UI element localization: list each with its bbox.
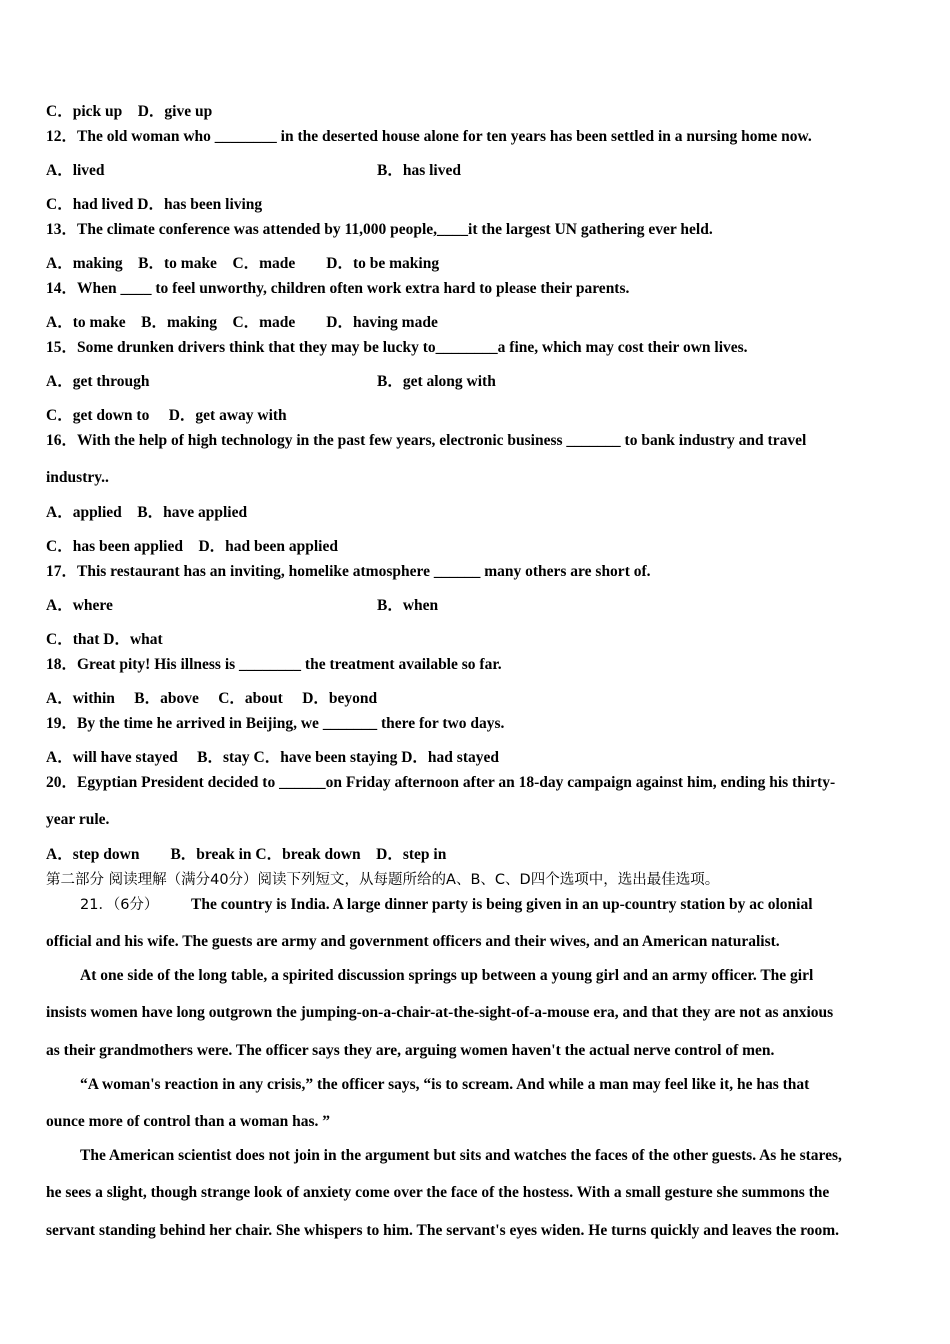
q15-option-b: B．get along with xyxy=(377,373,496,390)
passage-p4-line-1: The American scientist does not join in the argument but sits and watches the faces of the other guests. As he stares, xyxy=(80,1147,842,1164)
q17-option-b: B．when xyxy=(377,597,439,614)
question-14: 14．When ____ to feel unworthy, children often work extra hard to please their parents. xyxy=(46,280,630,297)
question-16-line-1: 16．With the help of high technology in the past few years, electronic business _______ to bank industry and travel xyxy=(46,432,807,449)
q18-options: A．within B．above C．about D．beyond xyxy=(46,690,378,707)
q20-options: A．step down B．break in C．break down D．step in xyxy=(46,846,447,863)
question-16-line-2: industry.. xyxy=(46,469,109,486)
q16-options-ab: A．applied B．have applied xyxy=(46,504,248,521)
q12-option-b: B．has lived xyxy=(377,162,461,179)
question-18: 18．Great pity! His illness is ________ the treatment available so far. xyxy=(46,656,502,673)
q19-options: A．will have stayed B．stay C．have been staying D．had stayed xyxy=(46,749,499,766)
question-20-line-2: year rule. xyxy=(46,811,110,828)
passage-p2-line-3: as their grandmothers were. The officer says they are, arguing women haven't the actual nerve control of men. xyxy=(46,1042,775,1059)
q12-option-a: A．lived xyxy=(46,162,105,179)
question-21-number: 21．（6分） xyxy=(80,897,159,913)
q15-option-a: A．get through xyxy=(46,373,150,390)
q12-options-cd: C．had lived D．has been living xyxy=(46,196,263,213)
q13-options: A．making B．to make C．made D．to be making xyxy=(46,255,440,272)
passage-p3-line-2: ounce more of control than a woman has. ” xyxy=(46,1113,331,1130)
q17-option-a: A．where xyxy=(46,597,113,614)
question-15: 15．Some drunken drivers think that they may be lucky to________a fine, which may cost their own lives. xyxy=(46,339,748,356)
part-2-heading: 第二部分 阅读理解（满分40分）阅读下列短文，从每题所给的A、B、C、D四个选项中，选出最佳选项。 xyxy=(46,872,720,888)
question-12: 12．The old woman who ________ in the deserted house alone for ten years has been settled in a nursing home now. xyxy=(46,128,812,145)
passage-p4-line-2: he sees a slight, though strange look of anxiety come over the face of the hostess. With a small gesture she summons the xyxy=(46,1184,830,1201)
passage-p4-line-3: servant standing behind her chair. She whispers to him. The servant's eyes widen. He turns quickly and leaves the room. xyxy=(46,1222,840,1239)
q14-options: A．to make B．making C．made D．having made xyxy=(46,314,438,331)
question-20-line-1: 20．Egyptian President decided to ______on Friday afternoon after an 18-day campaign against him, ending his thirty- xyxy=(46,774,836,791)
passage-p2-line-2: insists women have long outgrown the jumping-on-a-chair-at-the-sight-of-a-mouse era, and that they are not as anxious xyxy=(46,1004,834,1021)
q11-options-cd: C．pick up D．give up xyxy=(46,103,213,120)
q17-options-cd: C．that D．what xyxy=(46,631,163,648)
question-13: 13．The climate conference was attended by 11,000 people,____it the largest UN gathering ever held. xyxy=(46,221,713,238)
passage-p2-line-1: At one side of the long table, a spirited discussion springs up between a young girl and an army officer. The girl xyxy=(80,967,814,984)
q16-options-cd: C．has been applied D．had been applied xyxy=(46,538,338,555)
question-19: 19．By the time he arrived in Beijing, we _______ there for two days. xyxy=(46,715,505,732)
passage-p1-line-2: official and his wife. The guests are army and government officers and their wives, and an American naturalist. xyxy=(46,933,780,950)
q15-options-cd: C．get down to D．get away with xyxy=(46,407,287,424)
passage-p3-line-1: “A woman's reaction in any crisis,” the officer says, “is to scream. And while a man may feel like it, he has that xyxy=(80,1076,810,1093)
question-17: 17．This restaurant has an inviting, homelike atmosphere ______ many others are short of. xyxy=(46,563,651,580)
passage-p1-line-1: The country is India. A large dinner party is being given in an up-country station by ac olonial xyxy=(191,896,813,913)
